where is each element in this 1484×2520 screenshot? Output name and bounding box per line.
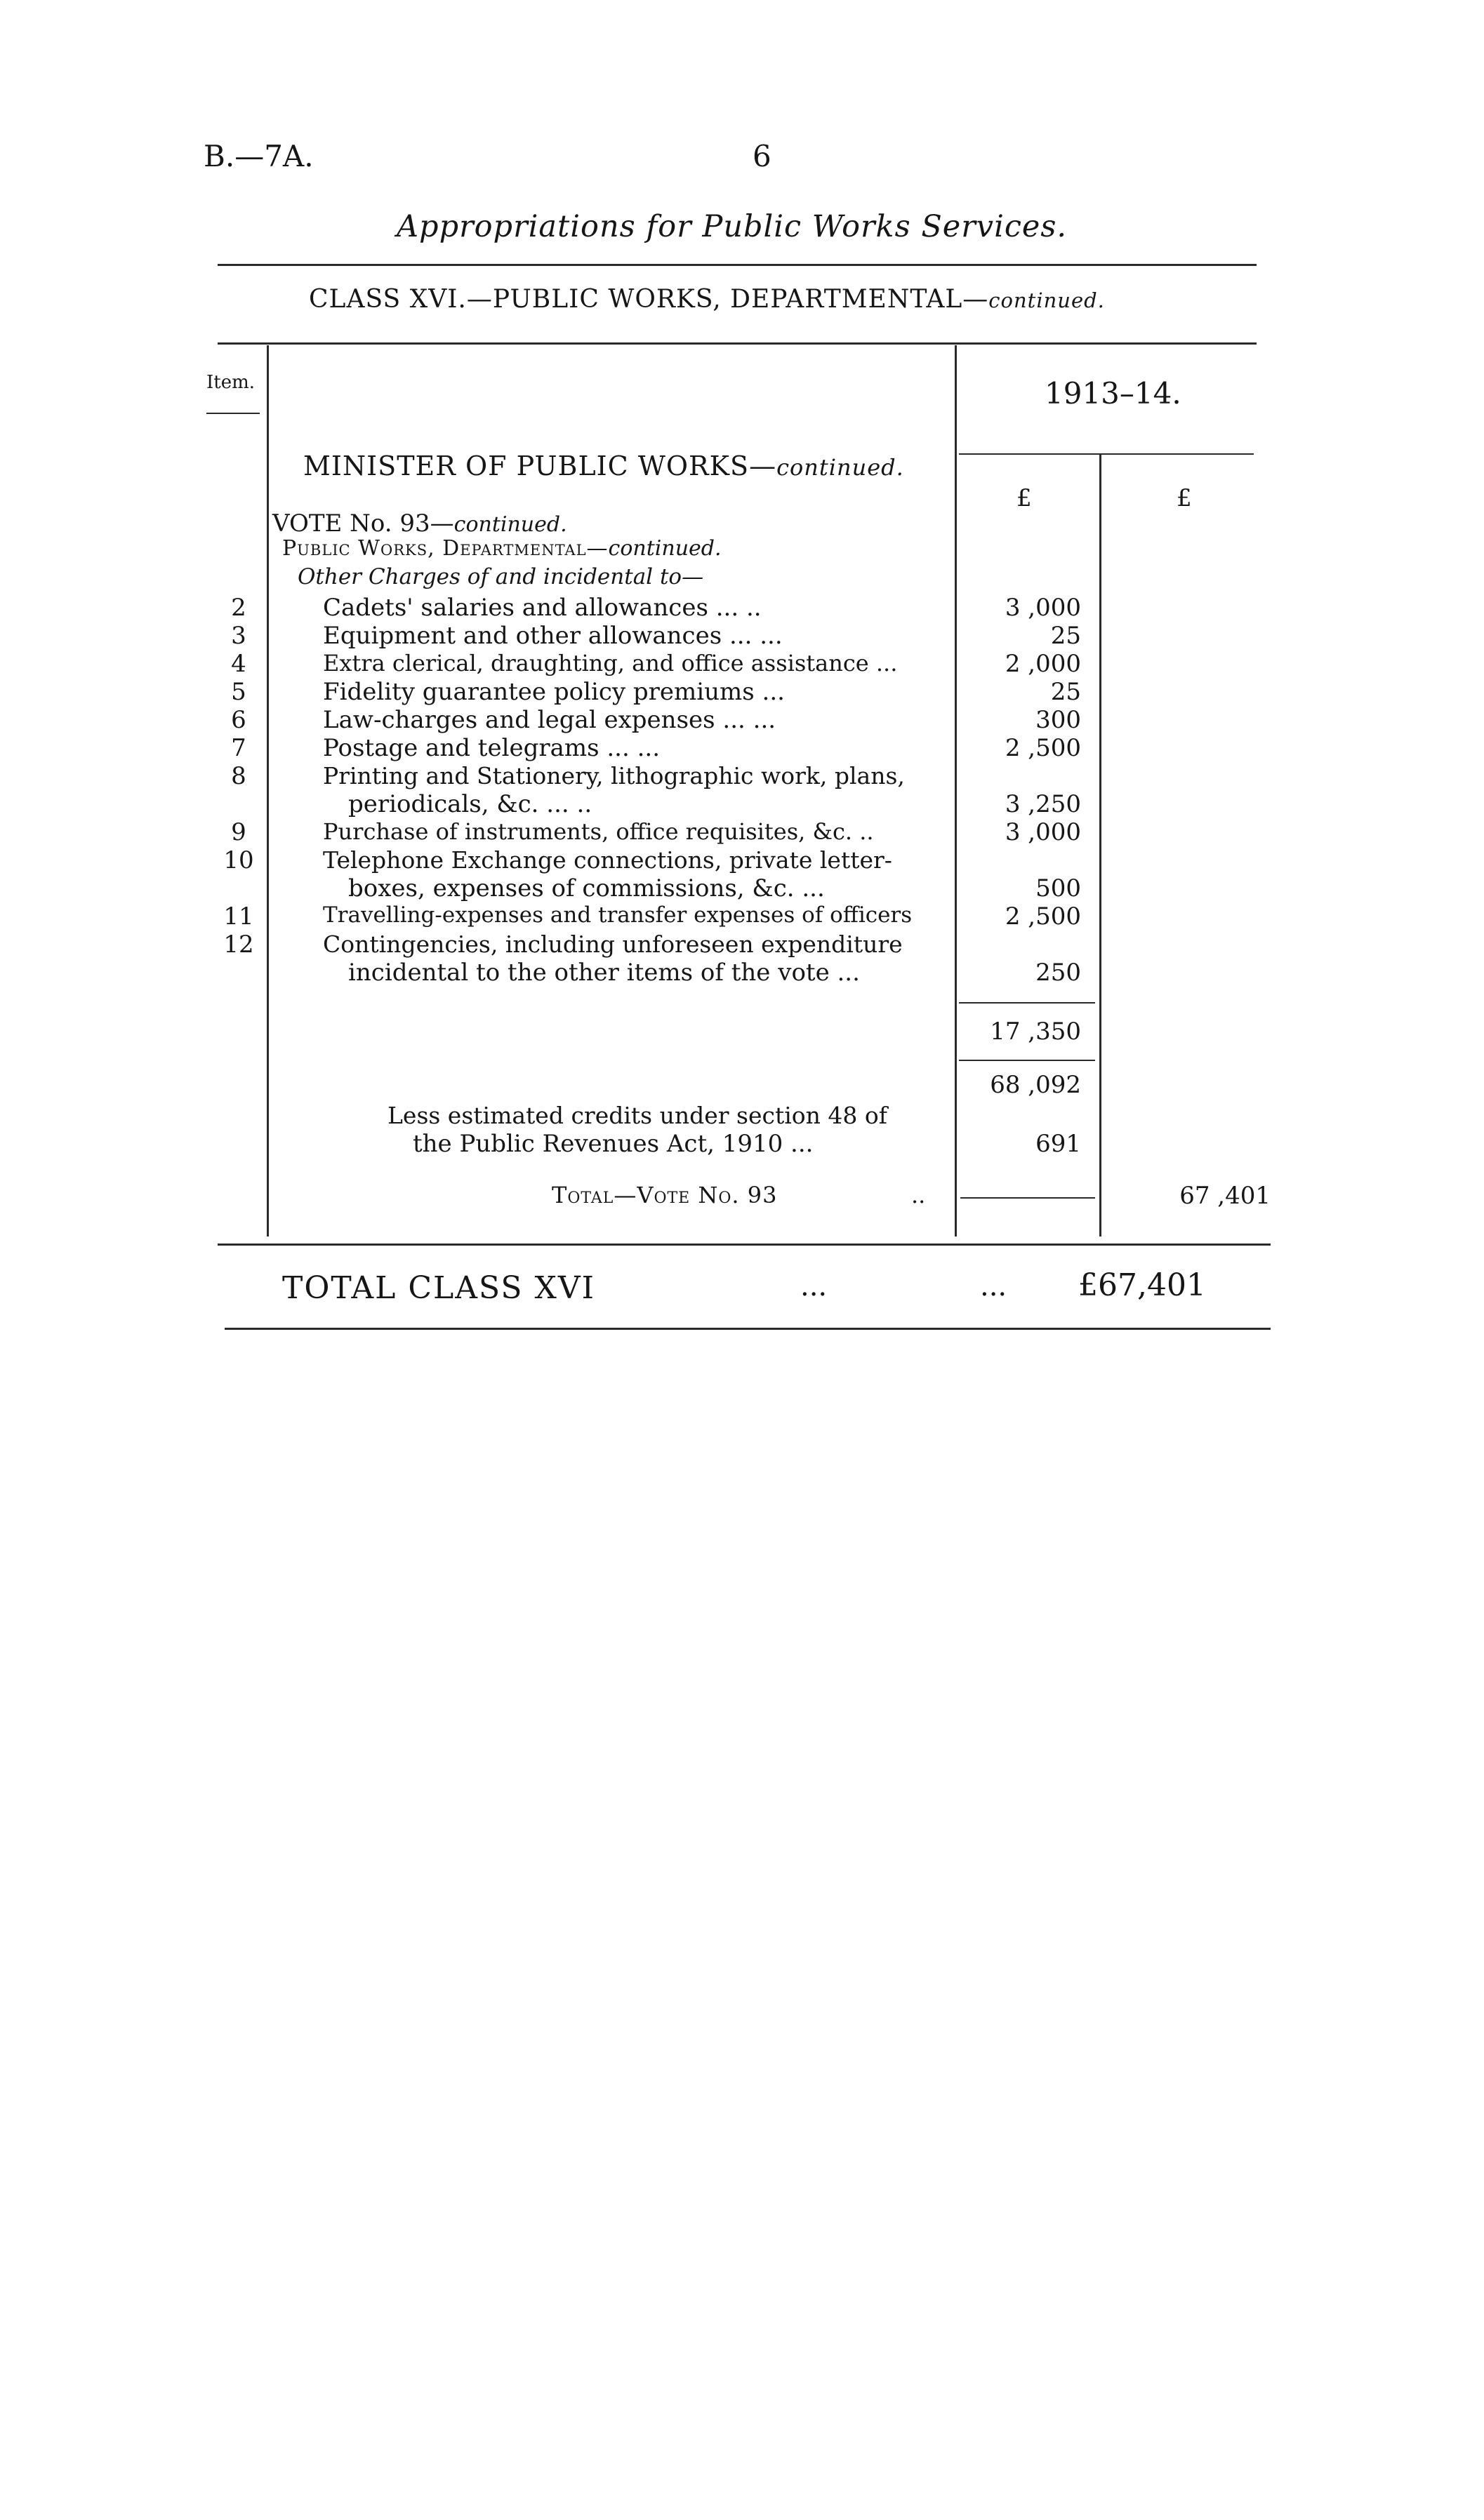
gross-total-rule [959, 1060, 1095, 1061]
class-total-dots: ... [980, 1270, 1007, 1302]
vote-line-main: VOTE No. 93— [272, 509, 454, 538]
item-header-rule [206, 413, 260, 414]
item-description: Law-charges and legal expenses ... ... [323, 706, 776, 734]
item-amount: 25 [1050, 678, 1081, 706]
item-amount: 3 ,000 [1005, 594, 1081, 622]
item-description: Extra clerical, draughting, and office assistance ... [323, 650, 898, 676]
year-header-rule [959, 453, 1254, 455]
total-column-divider [1099, 455, 1101, 1236]
item-amount: 250 [1035, 959, 1081, 987]
currency-symbol-col1: £ [1016, 484, 1032, 512]
class-total-dots: ... [800, 1270, 828, 1302]
item-number: 2 [231, 594, 246, 622]
table-top-rule [218, 342, 1257, 345]
item-amount: 2 ,000 [1005, 650, 1081, 678]
item-description: Printing and Stationery, lithographic work, plans, [323, 762, 905, 789]
item-amount: 3 ,000 [1005, 818, 1081, 846]
less-credits-label: Less estimated credits under section 48 of [387, 1102, 887, 1129]
table-bottom-rule [218, 1244, 1271, 1246]
item-number: 12 [223, 931, 254, 959]
department-line [282, 536, 722, 561]
vote-line-suffix: continued. [453, 512, 567, 537]
currency-symbol-col2: £ [1177, 484, 1192, 512]
vote-total-rule [960, 1197, 1095, 1199]
vote-line [272, 509, 567, 538]
other-charges-heading: Other Charges of and incidental to— [298, 564, 704, 589]
class-heading [309, 285, 1105, 314]
item-description: Fidelity guarantee policy premiums ... [323, 678, 785, 706]
item-amount: 500 [1035, 874, 1081, 902]
section-heading [303, 451, 904, 481]
less-credits-label-continued: the Public Revenues Act, 1910 ... [413, 1130, 814, 1158]
section-heading-main: MINISTER OF PUBLIC WORKS— [303, 451, 777, 481]
item-description: Equipment and other allowances ... ... [323, 622, 783, 650]
document-reference: B.—7A. [204, 139, 314, 173]
item-description: Contingencies, including unforeseen expenditure [323, 931, 903, 958]
item-description-continued: periodicals, &c. ... .. [348, 790, 592, 818]
item-number: 4 [231, 650, 246, 678]
item-number: 3 [231, 622, 246, 650]
less-credits-amount: 691 [1035, 1130, 1081, 1158]
subtotal-rule [959, 1002, 1095, 1004]
item-column-header: Item. [206, 372, 256, 393]
vote-total-dots: .. [911, 1182, 926, 1208]
top-rule [218, 264, 1257, 266]
gross-total-amount: 68 ,092 [990, 1071, 1081, 1099]
item-amount: 300 [1035, 706, 1081, 734]
item-description: Purchase of instruments, office requisites, &c. .. [323, 818, 874, 845]
vote-total-label: Total—Vote No. 93 [552, 1182, 778, 1208]
item-description: Postage and telegrams ... ... [323, 734, 661, 762]
class-heading-suffix: continued. [988, 288, 1105, 312]
class-total-amount: £67,401 [1078, 1267, 1206, 1303]
bottom-rule [225, 1328, 1271, 1330]
page-number: 6 [753, 139, 771, 173]
item-number: 8 [231, 762, 246, 790]
item-amount: 25 [1050, 622, 1081, 650]
item-number: 6 [231, 706, 246, 734]
item-number: 10 [223, 846, 254, 874]
department-line-main: Public Works, Departmental— [282, 536, 609, 561]
item-number: 11 [223, 902, 254, 931]
item-number: 5 [231, 678, 246, 706]
item-description-continued: incidental to the other items of the vote ... [348, 959, 860, 987]
page-title: Appropriations for Public Works Services. [397, 209, 1068, 244]
item-amount: 2 ,500 [1005, 902, 1081, 931]
item-column-divider [267, 345, 269, 1236]
department-line-suffix: continued. [608, 536, 722, 561]
class-total-label: TOTAL CLASS XVI [282, 1270, 595, 1306]
item-description: Telephone Exchange connections, private letter- [323, 846, 892, 874]
vote-total-amount: 67 ,401 [1179, 1182, 1271, 1210]
item-description-continued: boxes, expenses of commissions, &c. ... [348, 874, 825, 902]
amount-column-divider [955, 345, 957, 1236]
item-description: Cadets' salaries and allowances ... .. [323, 594, 762, 622]
subtotal-amount: 17 ,350 [990, 1018, 1081, 1046]
class-heading-main: CLASS XVI.—PUBLIC WORKS, DEPARTMENTAL— [309, 285, 989, 314]
item-amount: 2 ,500 [1005, 734, 1081, 762]
item-amount: 3 ,250 [1005, 790, 1081, 818]
item-number: 9 [231, 818, 246, 846]
section-heading-suffix: continued. [776, 454, 904, 481]
item-description: Travelling-expenses and transfer expenses of officers [323, 902, 913, 928]
item-number: 7 [231, 734, 246, 762]
year-column-header: 1913–14. [1045, 376, 1181, 411]
